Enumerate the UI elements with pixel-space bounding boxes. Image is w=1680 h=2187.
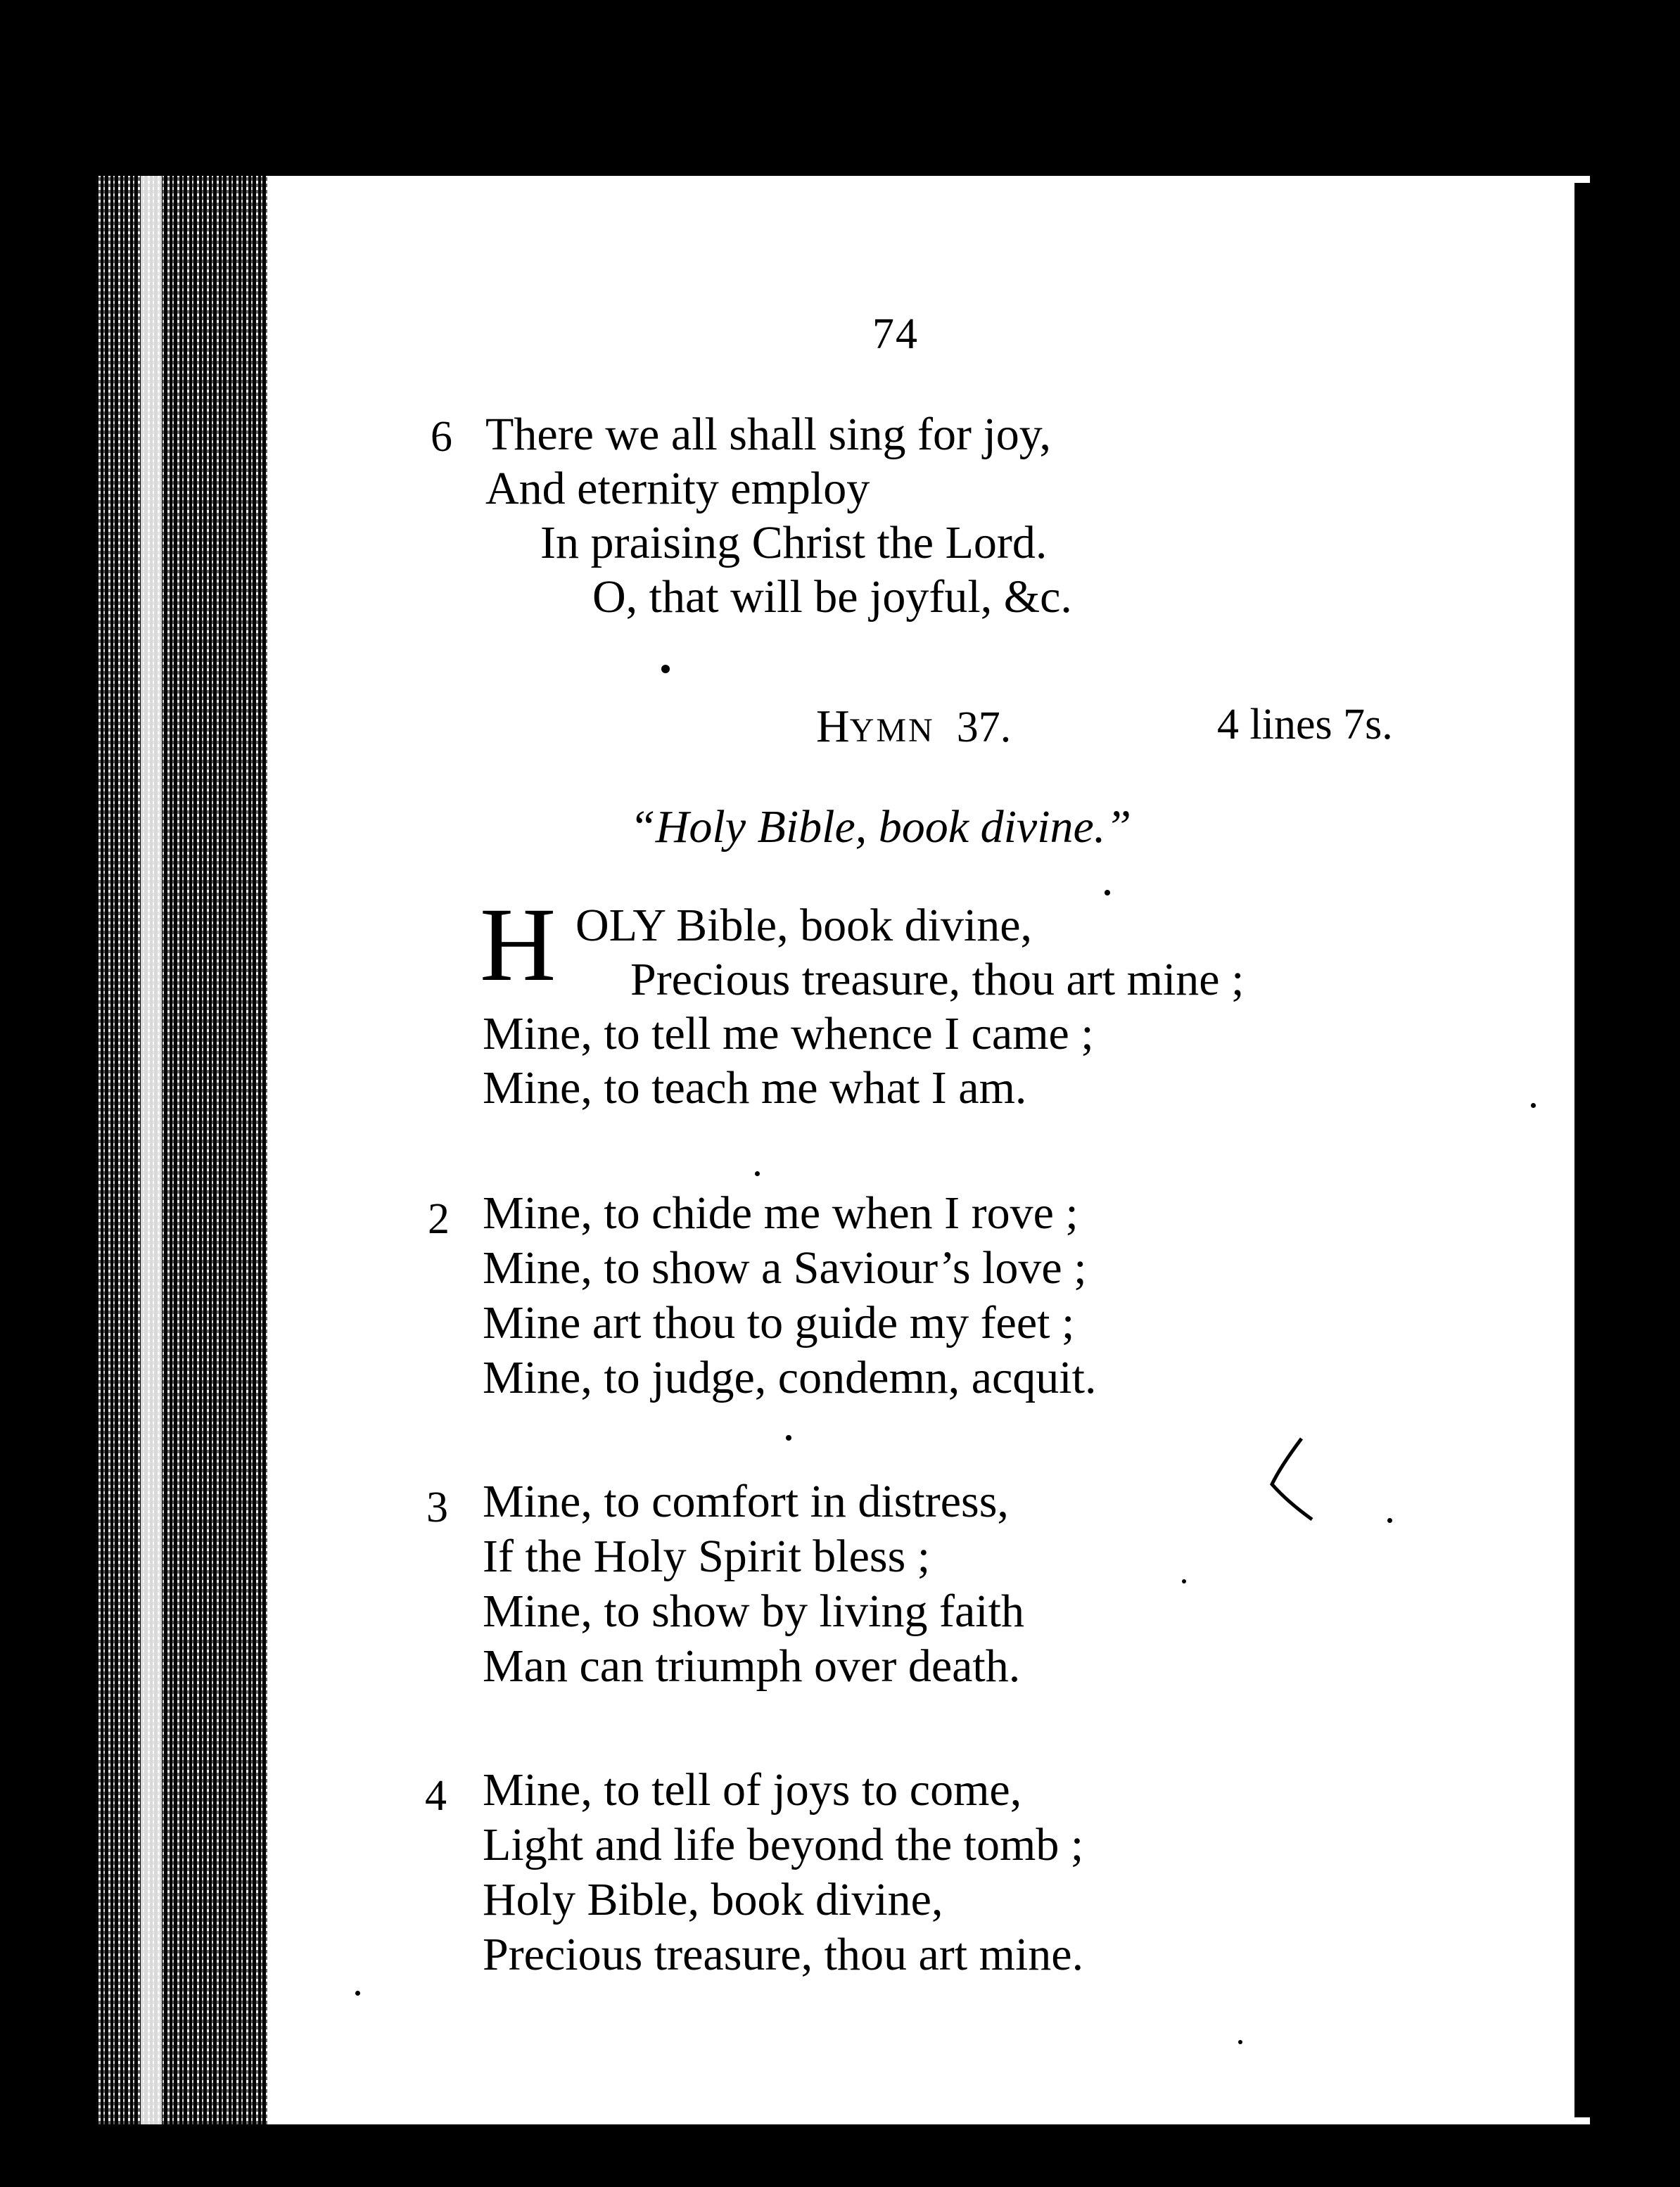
hymn-label-initial: H (816, 701, 850, 752)
page-number: 74 (872, 310, 919, 358)
verse-line: Mine, to comfort in distress, (483, 1476, 1009, 1527)
verse-line: Holy Bible, book divine, (483, 1874, 943, 1925)
scan-speck (1238, 2040, 1242, 2044)
verse-number: 2 (428, 1195, 450, 1243)
verse-line: Precious treasure, thou art mine ; (630, 954, 1245, 1005)
scan-speck (1182, 1579, 1186, 1583)
verse-line: Mine, to tell of joys to come, (483, 1764, 1022, 1816)
verse-line: And eternity employ (485, 463, 870, 514)
verse-number: 3 (426, 1484, 448, 1531)
hymn-meter: 4 lines 7s. (1217, 701, 1393, 748)
hymn-first-line-title: “Holy Bible, book divine.” (630, 801, 1132, 853)
scan-speck (755, 1171, 760, 1176)
pencil-mark (1259, 1435, 1323, 1526)
verse-line: Man can triumph over death. (483, 1640, 1021, 1692)
hymn-number: 37. (956, 703, 1012, 751)
verse-line: Mine, to show by living faith (483, 1586, 1024, 1637)
scan-speck (1105, 890, 1110, 895)
right-margin (1593, 176, 1680, 2124)
verse-line: There we all shall sing for joy, (485, 409, 1051, 460)
verse-line: Mine, to teach me what I am. (483, 1062, 1027, 1114)
verse-line: O, that will be joyful, &c. (592, 571, 1072, 623)
book-binding (98, 176, 267, 2124)
verse-number: 4 (425, 1772, 447, 1820)
verse-line: Precious treasure, thou art mine. (483, 1929, 1084, 1980)
verse-line: Mine art thou to guide my feet ; (483, 1297, 1075, 1348)
hymn-label-rest: YMN (849, 712, 935, 749)
verse-line: Mine, to tell me whence I came ; (483, 1008, 1094, 1059)
binding-edge (141, 176, 162, 2124)
scan-speck (786, 1435, 791, 1441)
verse-line: Mine, to judge, condemn, acquit. (483, 1352, 1097, 1403)
verse-line: Mine, to chide me when I rove ; (483, 1187, 1078, 1239)
verse-line: Mine, to show a Saviour’s love ; (483, 1242, 1087, 1294)
verse-line: In praising Christ the Lord. (540, 517, 1048, 568)
verse-line: OLY Bible, book divine, (575, 900, 1033, 951)
drop-cap: H (480, 886, 556, 1003)
scan-speck (1531, 1103, 1536, 1108)
verse-line: If the Holy Spirit bless ; (483, 1531, 931, 1582)
verse-number: 6 (431, 413, 452, 461)
verse-line: Light and life beyond the tomb ; (483, 1819, 1084, 1870)
hymn-heading (816, 700, 1011, 753)
scan-speck (355, 1991, 360, 1996)
right-page-edge-rule (1574, 183, 1593, 2117)
scan-speck (661, 665, 670, 673)
scan-speck (1387, 1518, 1392, 1523)
